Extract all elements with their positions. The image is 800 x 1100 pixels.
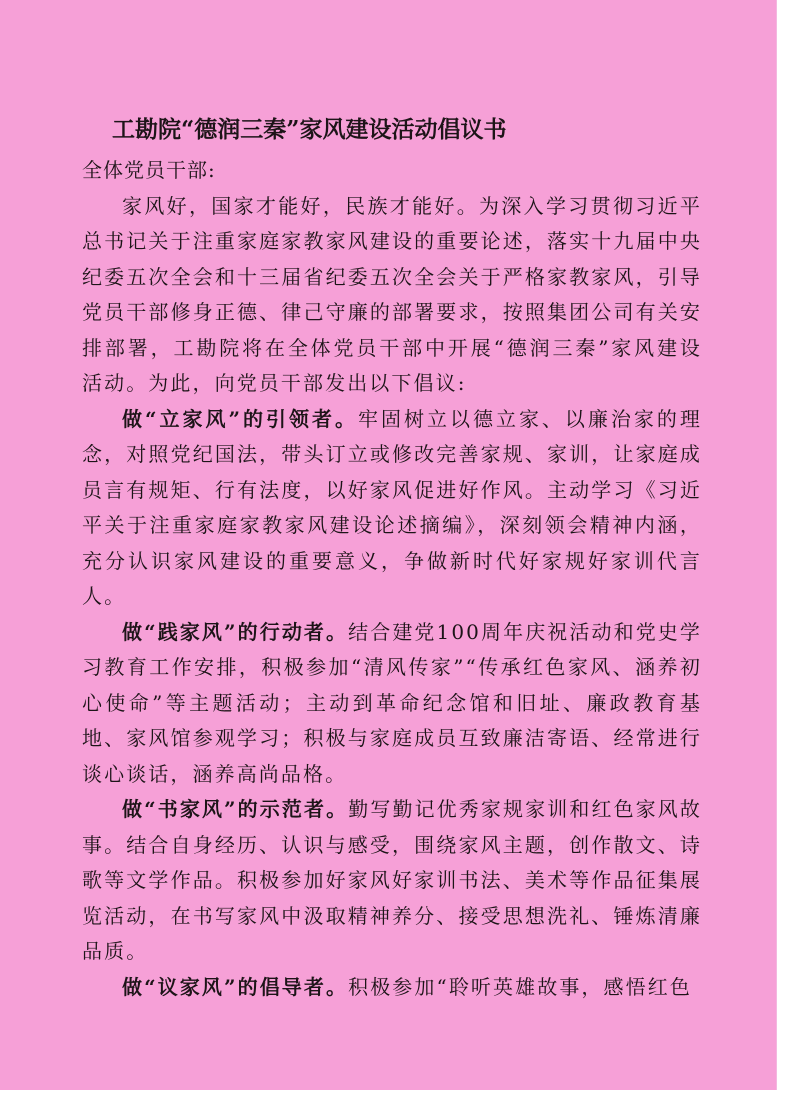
- paragraph-heading: 做“立家风”的引领者。: [122, 406, 358, 431]
- paragraph-heading: 做“践家风”的行动者。: [122, 619, 349, 644]
- greeting: 全体党员干部:: [82, 158, 216, 182]
- paragraph-heading: 做“书家风”的示范者。: [122, 797, 349, 821]
- paragraph-body: 勤写勤记优秀家规家训和红色家风故事。结合自身经历、认识与感受，围绕家风主题，创作散文、诗歌等文学作品。积极参加好家风好家训书法、美术等作品征集展览活动，在书写家风中汲取精神养分、接受思想洗礼、锤炼清廉品质。: [82, 797, 702, 963]
- paragraph-write-family-style: [82, 792, 702, 970]
- document-body: [82, 112, 702, 1005]
- paragraph-establish-family-style: [82, 402, 702, 615]
- paragraph-practice-family-style: [82, 615, 702, 793]
- paragraph-body: 牢固树立以德立家、以廉治家的理念，对照党纪国法，带头订立或修改完善家规、家训，让家庭成员言有规矩、行有法度，以好家风促进好作风。主动学习《习近平关于注重家庭家教家风建设论述摘编》，深刻领会精神内涵，充分认识家风建设的重要意义，争做新时代好家规好家训代言人。: [82, 406, 703, 608]
- paragraph-discuss-family-style: [82, 970, 702, 1006]
- paragraph-body: 结合建党100周年庆祝活动和党史学习教育工作安排，积极参加“清风传家”“传承红色家风、涵养初心使命”等主题活动；主动到革命纪念馆和旧址、廉政教育基地、家风馆参观学习；积极与家庭成员互致廉洁寄语、经常进行谈心谈话，涵养高尚品格。: [82, 619, 703, 786]
- paragraph-heading: 做“议家风”的倡导者。: [122, 974, 349, 999]
- paragraph-body: 家风好，国家才能好，民族才能好。为深入学习贯彻习近平总书记关于注重家庭家教家风建设的重要论述，落实十九届中央纪委五次全会和十三届省纪委五次全会关于严格家教家风，引导党员干部修身正德、律己守廉的部署要求，按照集团公司有关安排部署，工勘院将在全体党员干部中开展“德润三秦”家风建设活动。为此，向党员干部发出以下倡议:: [82, 193, 702, 395]
- paragraph-intro: [82, 189, 702, 402]
- paragraph-body: 积极参加“聆听英雄故事，感悟红色: [348, 974, 692, 999]
- document-title: 工勘院“德润三秦”家风建设活动倡议书: [112, 116, 507, 143]
